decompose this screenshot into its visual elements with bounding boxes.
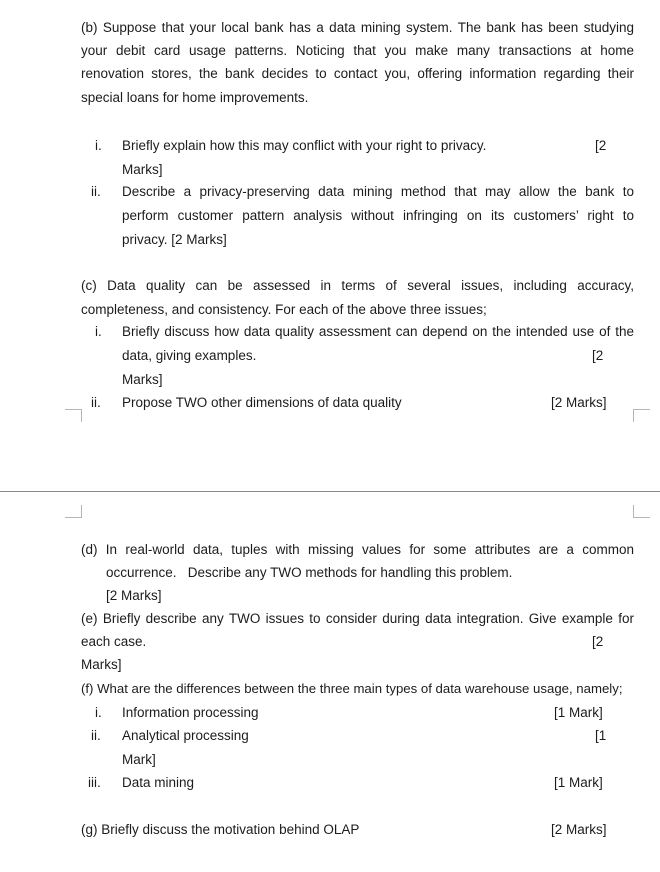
item-text: Mark]	[122, 752, 156, 767]
marks-label: [2	[592, 634, 604, 649]
item-text: Information processing	[122, 705, 259, 720]
marks-label: [2 Marks]	[551, 395, 607, 410]
item-text: data, giving examples.	[122, 348, 257, 363]
item-number: i.	[95, 138, 102, 153]
item-number: ii.	[91, 184, 101, 199]
question-d-line-1: (d) In real-world data, tuples with missing values for some attributes are a common	[81, 542, 634, 557]
crop-mark	[633, 505, 650, 518]
marks-label: [1 Mark]	[554, 705, 603, 720]
item-text: Marks]	[122, 372, 163, 387]
crop-mark	[633, 409, 650, 422]
item-text: Marks]	[122, 162, 163, 177]
question-b-line-3: renovation stores, the bank decides to contact you, offering information regarding their	[81, 66, 634, 81]
marks-label: [2 Marks]	[551, 822, 607, 837]
item-text: privacy. [2 Marks]	[122, 232, 227, 247]
crop-mark	[65, 505, 82, 518]
question-d-line-2: occurrence. Describe any TWO methods for handling this problem.	[106, 565, 513, 580]
question-b-line-4: special loans for home improvements.	[81, 90, 309, 105]
item-text: Data mining	[122, 775, 195, 790]
item-text: Analytical processing	[122, 728, 249, 743]
question-c-line-2: completeness, and consistency. For each of the above three issues;	[81, 302, 487, 317]
question-e-line-3: Marks]	[81, 657, 122, 672]
marks-label: [1	[595, 728, 607, 743]
item-text: Propose TWO other dimensions of data quality	[122, 395, 402, 410]
question-g-line: (g) Briefly discuss the motivation behind OLAP	[81, 822, 360, 837]
question-b-line-1: (b) Suppose that your local bank has a data mining system. The bank has been studying	[81, 20, 634, 35]
item-number: ii.	[91, 728, 101, 743]
item-number: iii.	[88, 775, 101, 790]
item-number: i.	[95, 705, 102, 720]
question-b-line-2: your debit card usage patterns. Noticing that you make many transactions at home	[81, 43, 634, 58]
crop-mark	[65, 409, 82, 422]
marks-label: [2	[595, 138, 607, 153]
item-number: ii.	[91, 395, 101, 410]
item-text: perform customer pattern analysis without infringing on its customers’ right to	[122, 208, 634, 223]
question-d-marks: [2 Marks]	[106, 588, 162, 603]
marks-label: [2	[592, 348, 604, 363]
question-f-line: (f) What are the differences between the three main types of data warehouse usage, namely;	[81, 681, 623, 696]
item-number: i.	[95, 324, 102, 339]
item-text: Briefly explain how this may conflict with your right to privacy.	[122, 138, 487, 153]
marks-label: [1 Mark]	[554, 775, 603, 790]
page-break-divider	[0, 491, 660, 492]
question-e-line-1: (e) Briefly describe any TWO issues to consider during data integration. Give example for	[81, 611, 634, 626]
item-text: Describe a privacy-preserving data mining method that may allow the bank to	[122, 184, 634, 199]
question-c-line-1: (c) Data quality can be assessed in terms of several issues, including accuracy,	[81, 278, 634, 293]
item-text: Briefly discuss how data quality assessment can depend on the intended use of the	[122, 324, 634, 339]
question-e-line-2: each case.	[81, 634, 147, 649]
